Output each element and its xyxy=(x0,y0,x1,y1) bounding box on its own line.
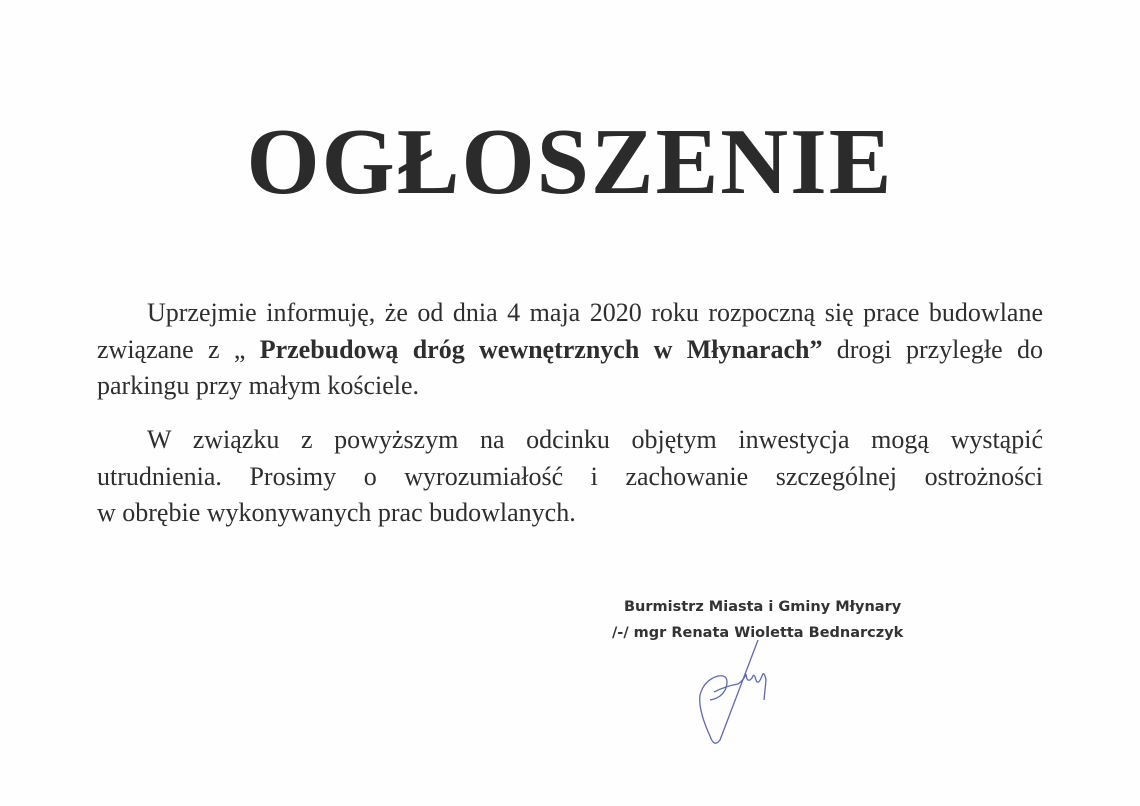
paragraph1-line2-prefix: związane z „ xyxy=(97,334,260,364)
paragraph1-line3: parkingu przy małym kościele. xyxy=(97,371,420,400)
paragraph2-line1: W związku z powyższym na odcinku objętym inwestycja mogą wystąpić xyxy=(147,425,1043,454)
signatory-position: Burmistrz Miasta i Gminy Młynary xyxy=(624,599,902,615)
paragraph2-line3: w obrębie wykonywanych prac budowlanych. xyxy=(97,498,576,527)
signature-block xyxy=(612,594,912,646)
paragraph1-line1: Uprzejmie informuję, że od dnia 4 maja 2020 roku rozpoczną się prace budowlane xyxy=(147,298,1043,327)
document-title: OGŁOSZENIE xyxy=(246,110,894,214)
paragraph1-line2 xyxy=(97,332,1043,369)
paragraph2-line2: utrudnienia. Prosimy o wyrozumiałość i zachowanie szczególnej ostrożności xyxy=(97,461,1043,491)
signatory-name: /-/ mgr Renata Wioletta Bednarczyk xyxy=(612,625,904,641)
handwritten-signature-icon xyxy=(680,640,790,750)
paragraph-start-of-works xyxy=(97,295,1043,405)
project-name: Przebudową dróg wewnętrznych w Młynarach” xyxy=(259,334,823,364)
paragraph1-line2-suffix: drogi przyległe do xyxy=(822,334,1043,364)
paragraph-difficulties xyxy=(97,422,1043,532)
